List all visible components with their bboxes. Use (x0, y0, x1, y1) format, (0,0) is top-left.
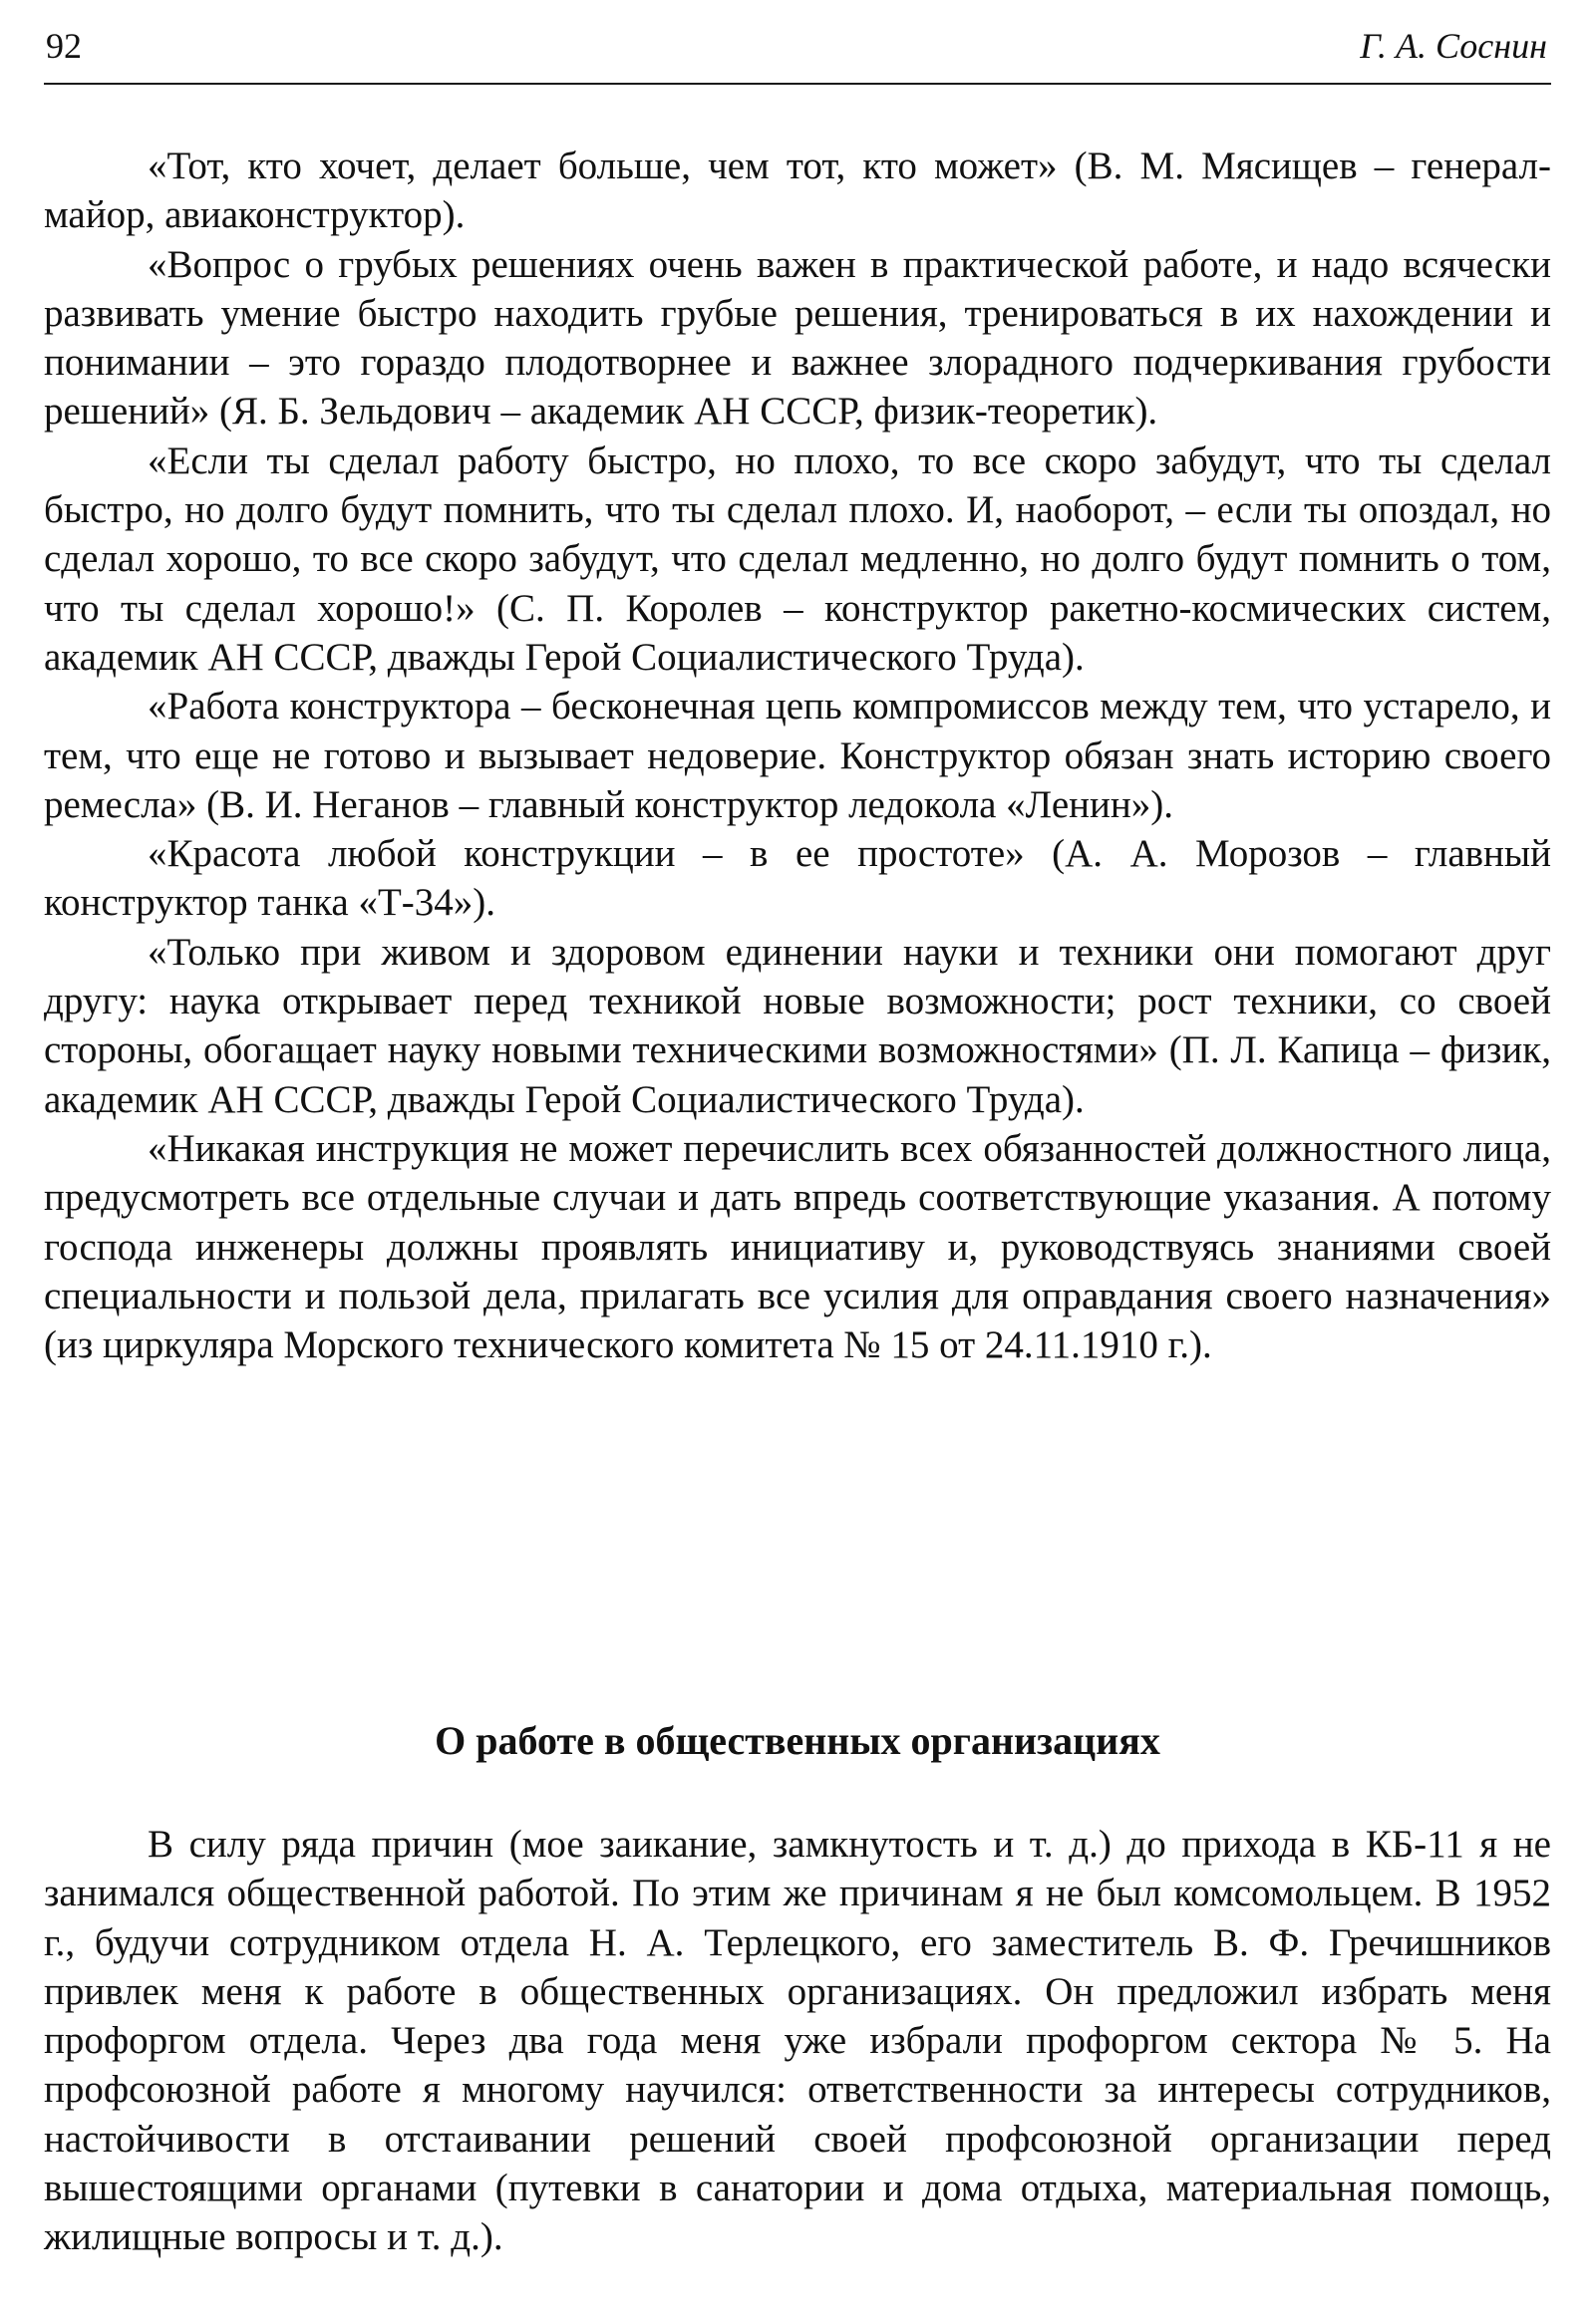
section-body (44, 1820, 1551, 2262)
quote-paragraph: «Если ты сделал работу быстро, но плохо, то все скоро забудут, что ты сделал быстро, но долго будут помнить, что ты сделал плохо. И, наоборот, – если ты опоздал, но сделал хорошо, то все скоро забудут, что сделал медленно, но долго будут помнить о том, что ты сделал хорошо!» (С. П. Королев – конструктор ракетно-космических систем, академик АН СССР, дважды Герой Социалистического Труда). (44, 438, 1551, 679)
quote-paragraph: «Красота любой конструкции – в ее простоте» (А. А. Морозов – главный конструктор танка «Т-34»). (44, 832, 1551, 925)
quote-paragraph: «Никакая инструкция не может перечислить всех обязанностей должностного лица, предусмотреть все отдельные случаи и дать впредь соответствующие указания. А потому господа инженеры должны проявлять инициативу и, руководствуясь знаниями своей специальности и пользой дела, прилагать все усилия для оправдания своего назначения» (из циркуляра Морского технического комитета № 15 от 24.11.1910 г.). (44, 1126, 1551, 1367)
quote-paragraph: «Только при живом и здоровом единении науки и техники они помогают друг другу: наука открывает перед техникой новые возможности; рост техники, со своей стороны, обогащает науку новыми техническими возможностями» (П. Л. Капица – физик, академик АН СССР, дважды Герой Социалистического Труда). (44, 930, 1551, 1121)
header-rule (44, 83, 1551, 85)
page-number: 92 (46, 26, 82, 66)
page-header (44, 22, 1551, 66)
running-head-author: Г. А. Соснин (1360, 26, 1547, 66)
quote-paragraph: «Тот, кто хочет, делает больше, чем тот, кто может» (В. М. Мясищев – генерал-майор, авиаконструктор). (44, 145, 1551, 237)
quote-paragraph: «Работа конструктора – бесконечная цепь компромиссов между тем, что устарело, и тем, что еще не готово и вызывает недоверие. Конструктор обязан знать историю своего ремесла» (В. И. Неганов – главный конструктор ледокола «Ленин»). (44, 685, 1551, 826)
section-heading: О работе в общественных организациях (435, 1718, 1160, 1763)
body-paragraph: В силу ряда причин (мое заикание, замкнутость и т. д.) до прихода в КБ-11 я не занимался общественной работой. По этим же причинам я не был комсомольцем. В 1952 г., будучи сотрудником отдела Н. А. Терлецкого, его заместитель В. Ф. Гречишников привлек меня к работе в общественных организациях. Он предложил избрать меня профоргом отдела. Через два года меня уже избрали профоргом сектора № 5. На профсоюзной работе я многому научился: ответственности за интересы сотрудников, настойчивости в отстаивании решений своей профсоюзной организации перед вышестоящими органами (путевки в санатории и дома отдыха, материальная помощь, жилищные вопросы и т. д.). (44, 1823, 1551, 2259)
quote-paragraph: «Вопрос о грубых решениях очень важен в практической работе, и надо всячески развивать умение быстро находить грубые решения, тренироваться в их нахождении и понимании – это гораздо плодотворнее и важнее злорадного подчеркивания грубости решений» (Я. Б. Зельдович – академик АН СССР, физик-теоретик). (44, 242, 1551, 434)
quotes-section (44, 142, 1551, 1369)
book-page (44, 0, 1551, 2324)
